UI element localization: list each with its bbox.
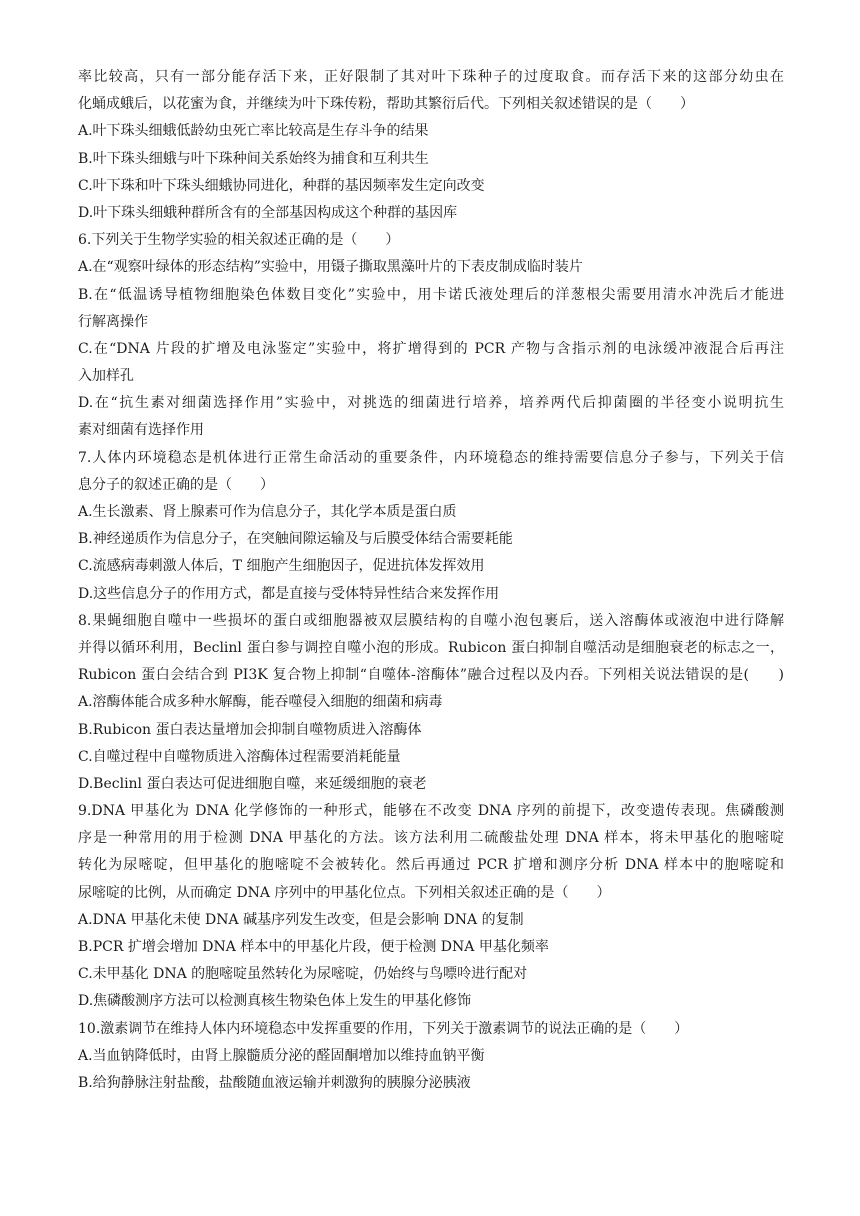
option-line: B.给狗静脉注射盐酸，盐酸随血液运输并刺激狗的胰腺分泌胰液 [78,1074,471,1091]
option-line: D.在“抗生素对细菌选择作用”实验中，对挑选的细菌进行培养，培养两代后抑菌圈的半径变小说明抗生 [78,395,784,412]
question-stem-line: 8.果蝇细胞自噬中一些损坏的蛋白或细胞器被双层膜结构的自噬小泡包裹后，送入溶酶体或液泡中进行降解 [78,612,784,629]
option-line: B.PCR 扩增会增加 DNA 样本中的甲基化片段，便于检测 DNA 甲基化频率 [78,939,549,955]
question-stem-line: 9.DNA 甲基化为 DNA 化学修饰的一种形式，能够在不改变 DNA 序列的前提下，改变遗传表现。焦磷酸测 [78,803,784,820]
option-line: C.流感病毒刺激人体后，T 细胞产生细胞因子，促进抗体发挥效用 [78,558,485,575]
option-line: B.叶下珠头细蛾与叶下珠种间关系始终为捕食和互利共生 [78,150,429,167]
option-line: D.焦磷酸测序方法可以检测真核生物染色体上发生的甲基化修饰 [78,993,472,1010]
question-stem-line: Rubicon 蛋白会结合到 PI3K 复合物上抑制“自噬体-溶酶体”融合过程以及内吞。下列相关说法错误的是( ) [78,667,784,684]
option-line: C.在“DNA 片段的扩增及电泳鉴定”实验中，将扩增得到的 PCR 产物与含指示剂的电泳缓冲液混合后再注 [78,340,784,357]
option-line: D.Beclinl 蛋白表达可促进细胞自噬，来延缓细胞的衰老 [78,775,427,792]
question-stem-line: 息分子的叙述正确的是（ ） [78,476,274,493]
option-line: A.在“观察叶绿体的形态结构”实验中，用镊子撕取黑藻叶片的下表皮制成临时装片 [78,259,583,276]
option-line: A.溶酶体能合成多种水解酶，能吞噬侵入细胞的细菌和病毒 [78,694,443,711]
option-line-continued: 素对细菌有选择作用 [78,422,204,439]
option-line: A.DNA 甲基化未使 DNA 碱基序列发生改变，但是会影响 DNA 的复制 [78,911,524,928]
option-line: D.叶下珠头细蛾种群所含有的全部基因构成这个种群的基因库 [78,204,458,221]
option-line-continued: 入加样孔 [78,368,134,385]
question-stem-line: 尿嘧啶的比例，从而确定 DNA 序列中的甲基化位点。下列相关叙述正确的是（ ） [78,884,611,901]
question-stem-line: 并得以循环利用，Beclinl 蛋白参与调控自噬小泡的形成。Rubicon 蛋白抑制自噬活动是细胞衰老的标志之一， [78,639,784,656]
question-stem-line: 6.下列关于生物学实验的相关叙述正确的是（ ） [78,232,400,249]
option-line: B.神经递质作为信息分子，在突触间隙运输及与后膜受体结合需要耗能 [78,531,513,548]
text-line: 率比较高，只有一部分能存活下来，正好限制了其对叶下珠种子的过度取食。而存活下来的这部分幼虫在 [78,69,784,85]
question-text-body [78,64,784,1097]
question-stem-line: 10.激素调节在维持人体内环境稳态中发挥重要的作用，下列关于激素调节的说法正确的是（ ） [78,1020,689,1037]
option-line: C.叶下珠和叶下珠头细蛾协同进化，种群的基因频率发生定向改变 [78,177,485,194]
option-line: A.叶下珠头细蛾低龄幼虫死亡率比较高是生存斗争的结果 [78,123,429,140]
option-line: C.未甲基化 DNA 的胞嘧啶虽然转化为尿嘧啶，仍始终与鸟嘌呤进行配对 [78,966,528,983]
option-line: B.Rubicon 蛋白表达量增加会抑制自噬物质进入溶酶体 [78,721,422,738]
option-line: A.当血钠降低时，由肾上腺髓质分泌的醛固酮增加以维持血钠平衡 [78,1047,485,1064]
text-line: 化蛹成蛾后，以花蜜为食，并继续为叶下珠传粉，帮助其繁衍后代。下列相关叙述错误的是（ ） [78,96,694,113]
option-line-continued: 行解离操作 [78,313,148,330]
question-stem-line: 转化为尿嘧啶，但甲基化的胞嘧啶不会被转化。然后再通过 PCR 扩增和测序分析 DNA 样本中的胞嘧啶和 [78,857,784,874]
option-line: A.生长激素、肾上腺素可作为信息分子，其化学本质是蛋白质 [78,504,457,520]
option-line: D.这些信息分子的作用方式，都是直接与受体特异性结合来发挥作用 [78,585,500,602]
option-line: C.自噬过程中自噬物质进入溶酶体过程需要消耗能量 [78,748,401,765]
question-stem-line: 序是一种常用的用于检测 DNA 甲基化的方法。该方法利用二硫酸盐处理 DNA 样本，将未甲基化的胞嘧啶 [78,830,784,847]
option-line: B.在“低温诱导植物细胞染色体数目变化”实验中，用卡诺氏液处理后的洋葱根尖需要用清水冲洗后才能进 [78,286,784,303]
question-stem-line: 7.人体内环境稳态是机体进行正常生命活动的重要条件，内环境稳态的维持需要信息分子参与，下列关于信 [78,449,784,466]
